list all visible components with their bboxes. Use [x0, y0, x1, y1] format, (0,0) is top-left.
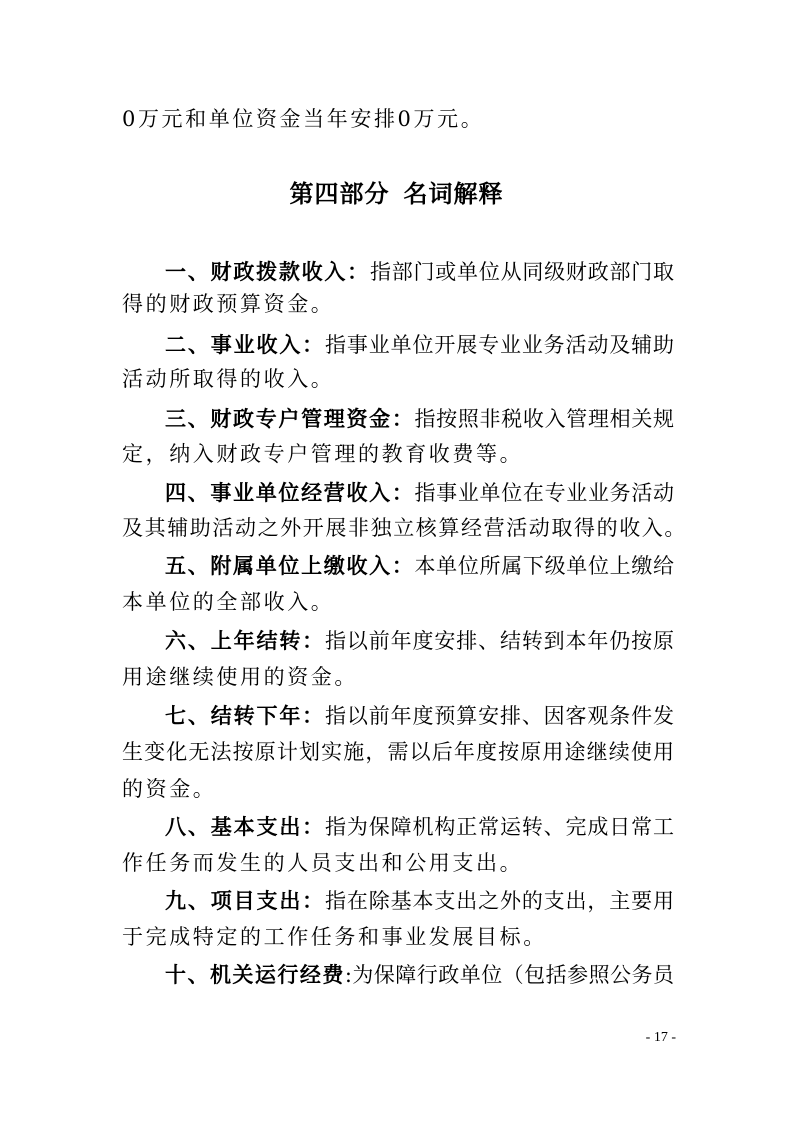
- definition-line: 于完成特定的工作任务和事业发展目标。: [122, 925, 547, 949]
- definition-line: [165, 255, 674, 289]
- definition-term: 五、附属单位上缴收入：: [165, 554, 415, 578]
- intro-line: 0万元和单位资金当年安排0万元。: [122, 107, 485, 131]
- definition-text: 指以前年度预算安排、因客观条件发: [325, 704, 674, 728]
- definition-line: 生变化无法按原计划实施，需以后年度按原用途继续使用: [122, 740, 674, 764]
- definition-text: 本单位所属下级单位上缴给: [414, 554, 674, 578]
- definition-line: [165, 476, 674, 510]
- definition-line: 及其辅助活动之外开展非独立核算经营活动取得的收入。: [122, 516, 687, 540]
- definition-term: 九、项目支出：: [165, 889, 326, 913]
- definition-term: 一、财政拨款收入：: [165, 260, 370, 284]
- section-name: 名词解释: [403, 180, 504, 208]
- definition-line: [165, 328, 674, 362]
- section-part: 第四部分: [289, 180, 390, 208]
- definition-line: [165, 549, 674, 583]
- definition-text: 指在除基本支出之外的支出，主要用: [325, 889, 674, 913]
- definition-line: 定，纳入财政专户管理的教育收费等。: [122, 442, 524, 466]
- definition-line: 本单位的全部收入。: [122, 590, 335, 614]
- definition-term: 八、基本支出：: [165, 815, 326, 839]
- definition-line: [165, 884, 674, 918]
- definition-line: 的资金。: [122, 777, 217, 801]
- definition-text: 指事业单位开展专业业务活动及辅助: [325, 333, 674, 357]
- definition-term: 四、事业单位经营收入：: [165, 481, 415, 505]
- definition-text: 指部门或单位从同级财政部门取: [369, 260, 675, 284]
- definition-line: 得的财政预算资金。: [122, 292, 335, 316]
- definition-text: 指以前年度安排、结转到本年仍按原: [325, 629, 674, 653]
- definition-line: [165, 699, 674, 733]
- definition-line: [165, 958, 674, 992]
- definition-term: 六、上年结转：: [165, 629, 326, 653]
- definition-text: :为保障行政单位（包括参照公务员: [344, 963, 675, 987]
- section-title: [0, 176, 793, 212]
- definition-text: 指为保障机构正常运转、完成日常工: [325, 815, 674, 839]
- definition-line: [165, 402, 674, 436]
- definition-line: 活动所取得的收入。: [122, 367, 335, 391]
- definition-line: 用途继续使用的资金。: [122, 665, 358, 689]
- definition-line: [165, 624, 674, 658]
- definition-line: 作任务而发生的人员支出和公用支出。: [122, 851, 524, 875]
- definition-term: 三、财政专户管理资金：: [165, 407, 415, 431]
- page-number: - 17 -: [645, 1030, 676, 1045]
- definition-term: 七、结转下年：: [165, 704, 326, 728]
- definition-term: 二、事业收入：: [165, 333, 326, 357]
- definition-line: [165, 810, 674, 844]
- definition-text: 指按照非税收入管理相关规: [414, 407, 674, 431]
- definition-term: 十、机关运行经费: [165, 963, 345, 987]
- definition-text: 指事业单位在专业业务活动: [414, 481, 674, 505]
